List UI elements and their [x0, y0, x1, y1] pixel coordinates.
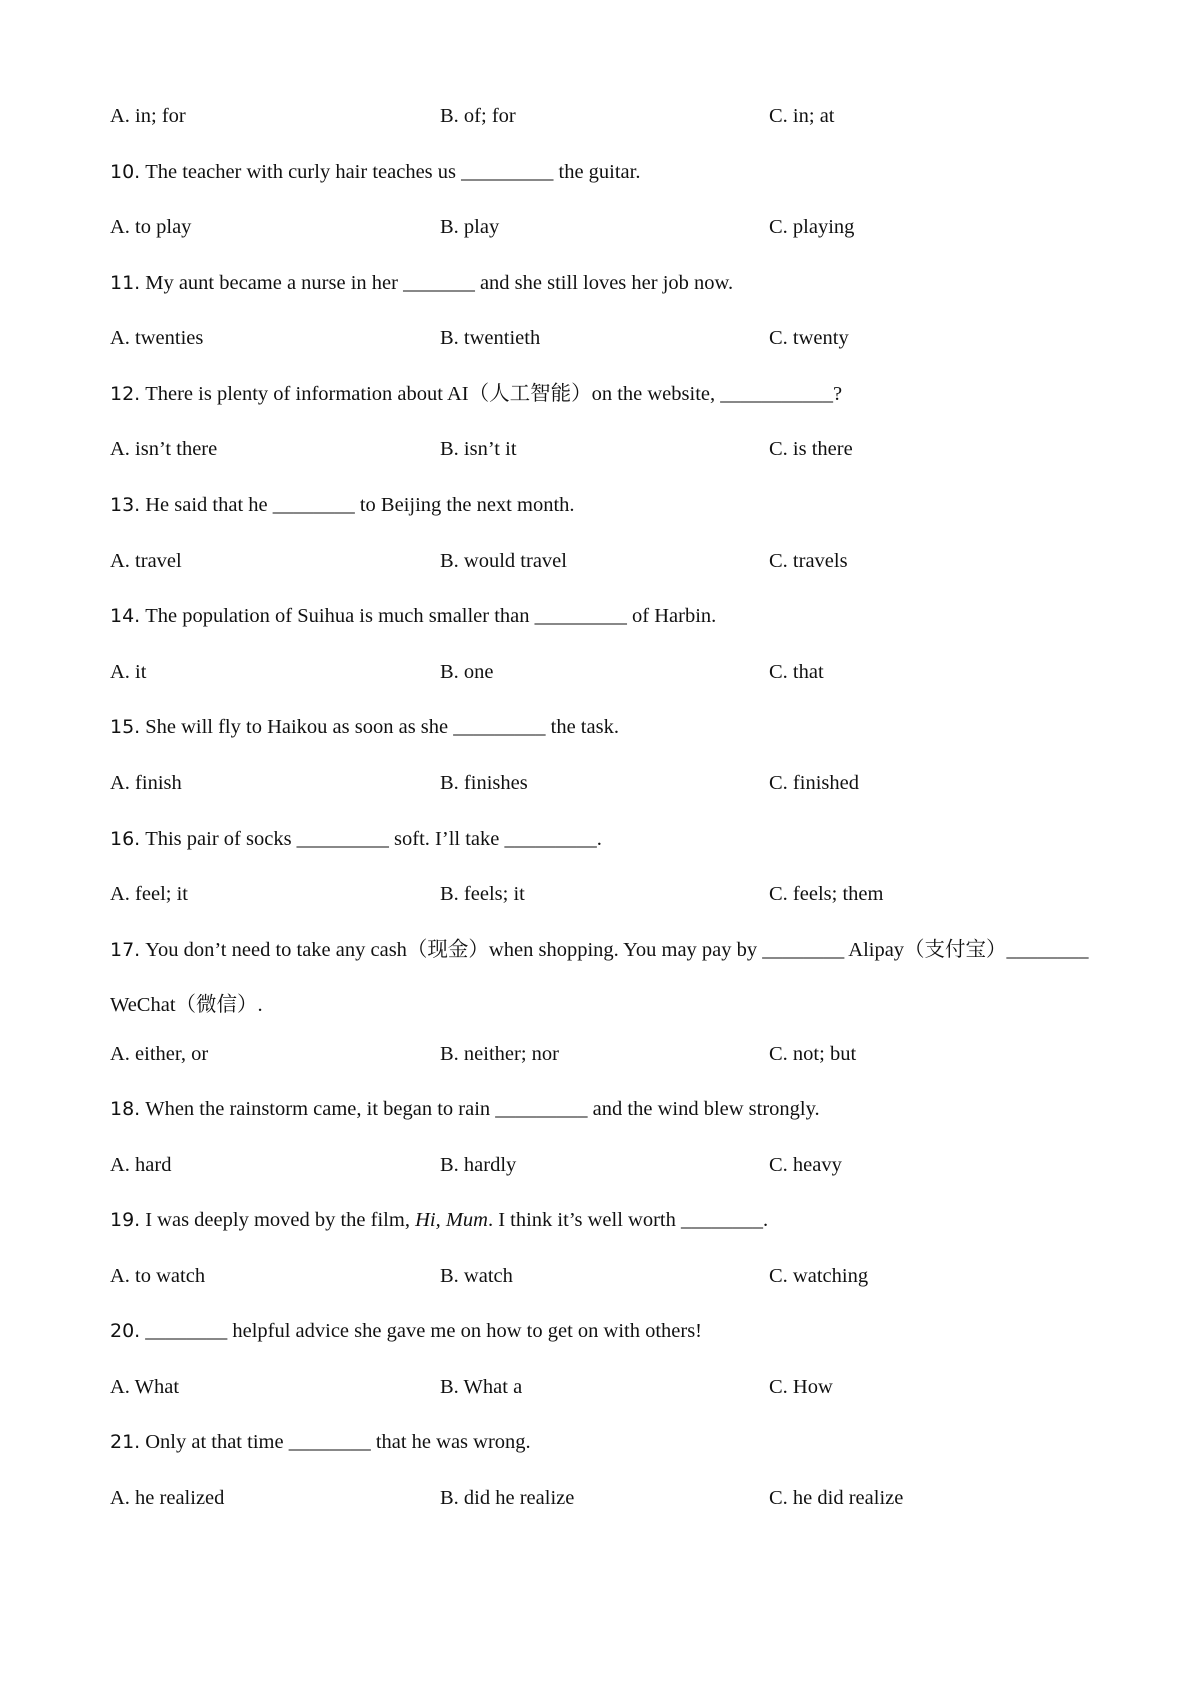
question-11 — [110, 268, 1120, 298]
question-number: 13. — [110, 494, 141, 516]
option-c: C. heavy — [769, 1154, 842, 1176]
options-q17 — [110, 1039, 1110, 1069]
option-b: B. twentieth — [440, 327, 541, 349]
options-q13 — [110, 546, 1110, 576]
option-a: A. feel; it — [110, 883, 188, 905]
option-b: B. What a — [440, 1376, 523, 1398]
question-17-continued — [110, 990, 1120, 1020]
options-q12 — [110, 434, 1110, 464]
option-b: B. finishes — [440, 772, 528, 794]
option-a: A. hard — [110, 1154, 172, 1176]
question-number: 14. — [110, 605, 141, 627]
question-21 — [110, 1427, 1120, 1457]
options-q19 — [110, 1261, 1110, 1291]
option-a: A. What — [110, 1376, 180, 1398]
option-c: C. that — [769, 661, 824, 683]
option-b: B. watch — [440, 1265, 513, 1287]
question-number: 11. — [110, 272, 141, 294]
option-a: A. travel — [110, 550, 182, 572]
option-a: A. he realized — [110, 1487, 225, 1509]
option-b: B. would travel — [440, 550, 567, 572]
question-number: 16. — [110, 828, 141, 850]
options-q10 — [110, 212, 1110, 242]
option-c: C. not; but — [769, 1043, 857, 1065]
question-number: 21. — [110, 1431, 141, 1453]
option-a: A. twenties — [110, 327, 204, 349]
question-number: 18. — [110, 1098, 141, 1120]
question-text-start: I was deeply moved by the film, — [145, 1209, 416, 1231]
option-c: C. finished — [769, 772, 859, 794]
question-number: 12. — [110, 383, 141, 405]
options-q20 — [110, 1372, 1110, 1402]
question-18 — [110, 1094, 1120, 1124]
option-c: C. playing — [769, 216, 855, 238]
question-14 — [110, 601, 1120, 631]
option-b: B. hardly — [440, 1154, 517, 1176]
question-number: 19. — [110, 1209, 141, 1231]
question-13 — [110, 490, 1120, 520]
question-number: 20. — [110, 1320, 141, 1342]
option-a: A. either, or — [110, 1043, 209, 1065]
question-number: 15. — [110, 716, 141, 738]
option-b: B. isn’t it — [440, 438, 517, 460]
question-text: WeChat（微信）. — [110, 994, 263, 1016]
question-text: The population of Suihua is much smaller than _________ of Harbin. — [145, 605, 717, 627]
option-a: A. isn’t there — [110, 438, 218, 460]
option-a: A. finish — [110, 772, 182, 794]
question-19 — [110, 1205, 1120, 1235]
options-q16 — [110, 879, 1110, 909]
question-text: ________ helpful advice she gave me on how to get on with others! — [145, 1320, 703, 1342]
question-20 — [110, 1316, 1120, 1346]
question-text: Only at that time ________ that he was wrong. — [145, 1431, 531, 1453]
option-c: C. watching — [769, 1265, 869, 1287]
options-q18 — [110, 1150, 1110, 1180]
option-c: C. in; at — [769, 105, 835, 127]
question-10 — [110, 157, 1120, 187]
question-text: She will fly to Haikou as soon as she _________ the task. — [145, 716, 619, 738]
option-b: B. neither; nor — [440, 1043, 559, 1065]
options-q15 — [110, 768, 1110, 798]
question-text: You don’t need to take any cash（现金）when shopping. You may pay by ________ Alipay（支付宝）________ — [145, 939, 1089, 961]
question-12 — [110, 379, 1120, 409]
option-b: B. feels; it — [440, 883, 525, 905]
option-b: B. play — [440, 216, 500, 238]
question-text: When the rainstorm came, it began to rain _________ and the wind blew strongly. — [145, 1098, 820, 1120]
option-b: B. of; for — [440, 105, 516, 127]
option-b: B. did he realize — [440, 1487, 575, 1509]
question-text: He said that he ________ to Beijing the next month. — [145, 494, 575, 516]
option-a: A. to play — [110, 216, 192, 238]
option-c: C. travels — [769, 550, 848, 572]
question-text-end: . I think it’s well worth ________. — [487, 1209, 769, 1231]
question-text: My aunt became a nurse in her _______ and she still loves her job now. — [145, 272, 734, 294]
question-15 — [110, 712, 1120, 742]
option-b: B. one — [440, 661, 494, 683]
options-q11 — [110, 323, 1110, 353]
question-16 — [110, 824, 1120, 854]
question-text: There is plenty of information about AI（人工智能）on the website, ___________? — [145, 383, 843, 405]
question-17 — [110, 935, 1120, 965]
question-number: 10. — [110, 161, 141, 183]
option-c: C. How — [769, 1376, 833, 1398]
question-number: 17. — [110, 939, 141, 961]
question-text: This pair of socks _________ soft. I’ll take _________. — [145, 828, 602, 850]
options-q21 — [110, 1483, 1110, 1513]
question-text: The teacher with curly hair teaches us _________ the guitar. — [145, 161, 641, 183]
options-q14 — [110, 657, 1110, 687]
option-c: C. feels; them — [769, 883, 884, 905]
film-title: Hi, Mum — [415, 1209, 488, 1231]
option-c: C. twenty — [769, 327, 849, 349]
option-c: C. he did realize — [769, 1487, 904, 1509]
option-a: A. in; for — [110, 105, 186, 127]
option-a: A. to watch — [110, 1265, 206, 1287]
option-c: C. is there — [769, 438, 853, 460]
options-q9 — [110, 101, 1110, 131]
option-a: A. it — [110, 661, 147, 683]
